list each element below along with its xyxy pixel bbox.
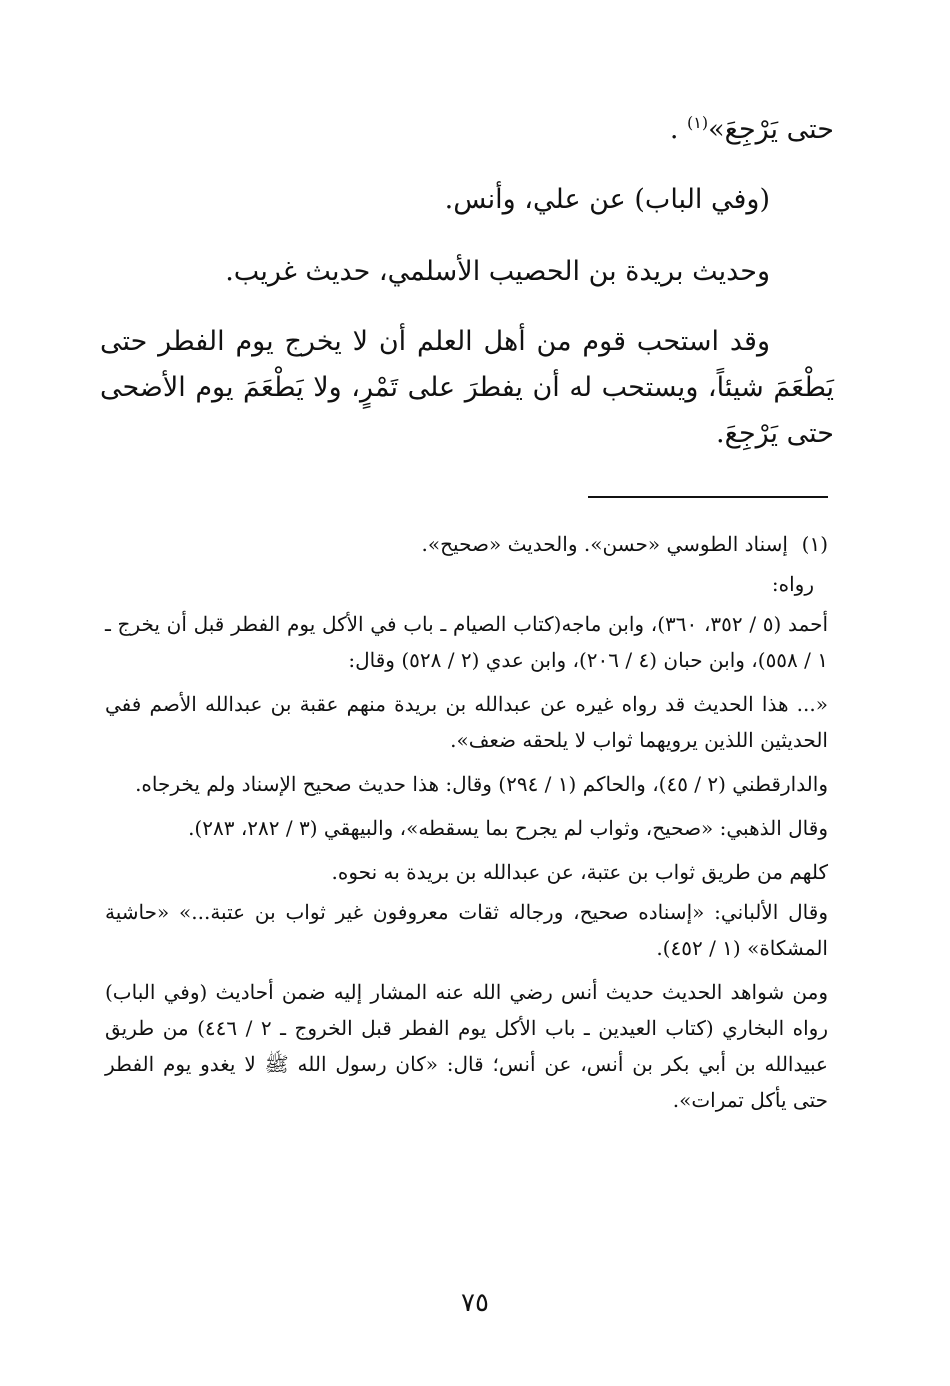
continuation-text: حتى يَرْجِعَ» <box>708 114 834 145</box>
footnote-divider <box>588 496 828 498</box>
footnote-1 <box>105 526 828 562</box>
footnote-line: كلهم من طريق ثواب بن عتبة، عن عبدالله بن بريدة به نحوه. <box>331 860 828 884</box>
continuation-end: . <box>669 114 687 145</box>
footnote-line: وقال الألباني: «إسناده صحيح، ورجاله ثقات معروفون غير ثواب بن عتبة...» «حاشية المشكاة» (١ / ٤٥٢). <box>105 900 828 960</box>
page-number: ٧٥ <box>461 1288 489 1318</box>
footnote-line: والدارقطني (٢ / ٤٥)، والحاكم (١ / ٢٩٤) وقال: هذا حديث صحيح الإسناد ولم يخرجاه. <box>135 772 828 796</box>
footnote-ref: (١) <box>686 113 709 132</box>
footnote-line: ومن شواهد الحديث حديث أنس رضي الله عنه المشار إليه ضمن أحاديث (وفي الباب) رواه البخاري (كتاب العيدين ـ باب الأكل يوم الفطر قبل الخروج ـ ٢ / ٤٤٦) من طريق عبيدالله بن أبي بكر بن أنس، عن أنس؛ قال: «كان رسول الله ﷺ لا يغدو يوم الفطر حتى يأكل تمرات». <box>105 980 828 1112</box>
footnote-line: وقال الذهبي: «صحيح، وثواب لم يجرح بما يسقطه»، والبيهقي (٣ / ٢٨٢، ٢٨٣). <box>188 816 828 840</box>
footnote-number: (١) <box>801 532 828 556</box>
paragraph-chapter-note: (وفي الباب) عن علي، وأنس. <box>444 184 770 215</box>
footnote-1-text: إسناد الطوسي «حسن». والحديث «صحيح». <box>421 532 788 556</box>
paragraph-continuation <box>100 100 834 153</box>
footnote-line: رواه: <box>771 572 814 596</box>
paragraph-scholars-opinion: وقد استحب قوم من أهل العلم أن لا يخرج يوم الفطر حتى يَطْعَمَ شيئاً، ويستحب له أن يفطرَ على تَمْرٍ، ولا يَطْعَمَ يوم الأضحى حتى يَرْجِعَ. <box>100 326 834 449</box>
paragraph-hadith-grade: وحديث بريدة بن الحصيب الأسلمي، حديث غريب. <box>225 256 770 287</box>
main-text <box>100 100 834 457</box>
footnote-line: أحمد (٥ / ٣٥٢، ٣٦٠)، وابن ماجه(كتاب الصيام ـ باب في الأكل يوم الفطر قبل أن يخرج ـ ١ / ٥٥٨)، وابن حبان (٤ / ٢٠٦)، وابن عدي (٢ / ٥٢٨) وقال: <box>105 612 829 672</box>
footnotes <box>105 526 828 1126</box>
footnote-line: «... هذا الحديث قد رواه غيره عن عبدالله بن بريدة منهم عقبة بن عبدالله الأصم ففي الحديثين اللذين يرويهما ثواب لا يلحقه ضعف». <box>105 692 828 752</box>
